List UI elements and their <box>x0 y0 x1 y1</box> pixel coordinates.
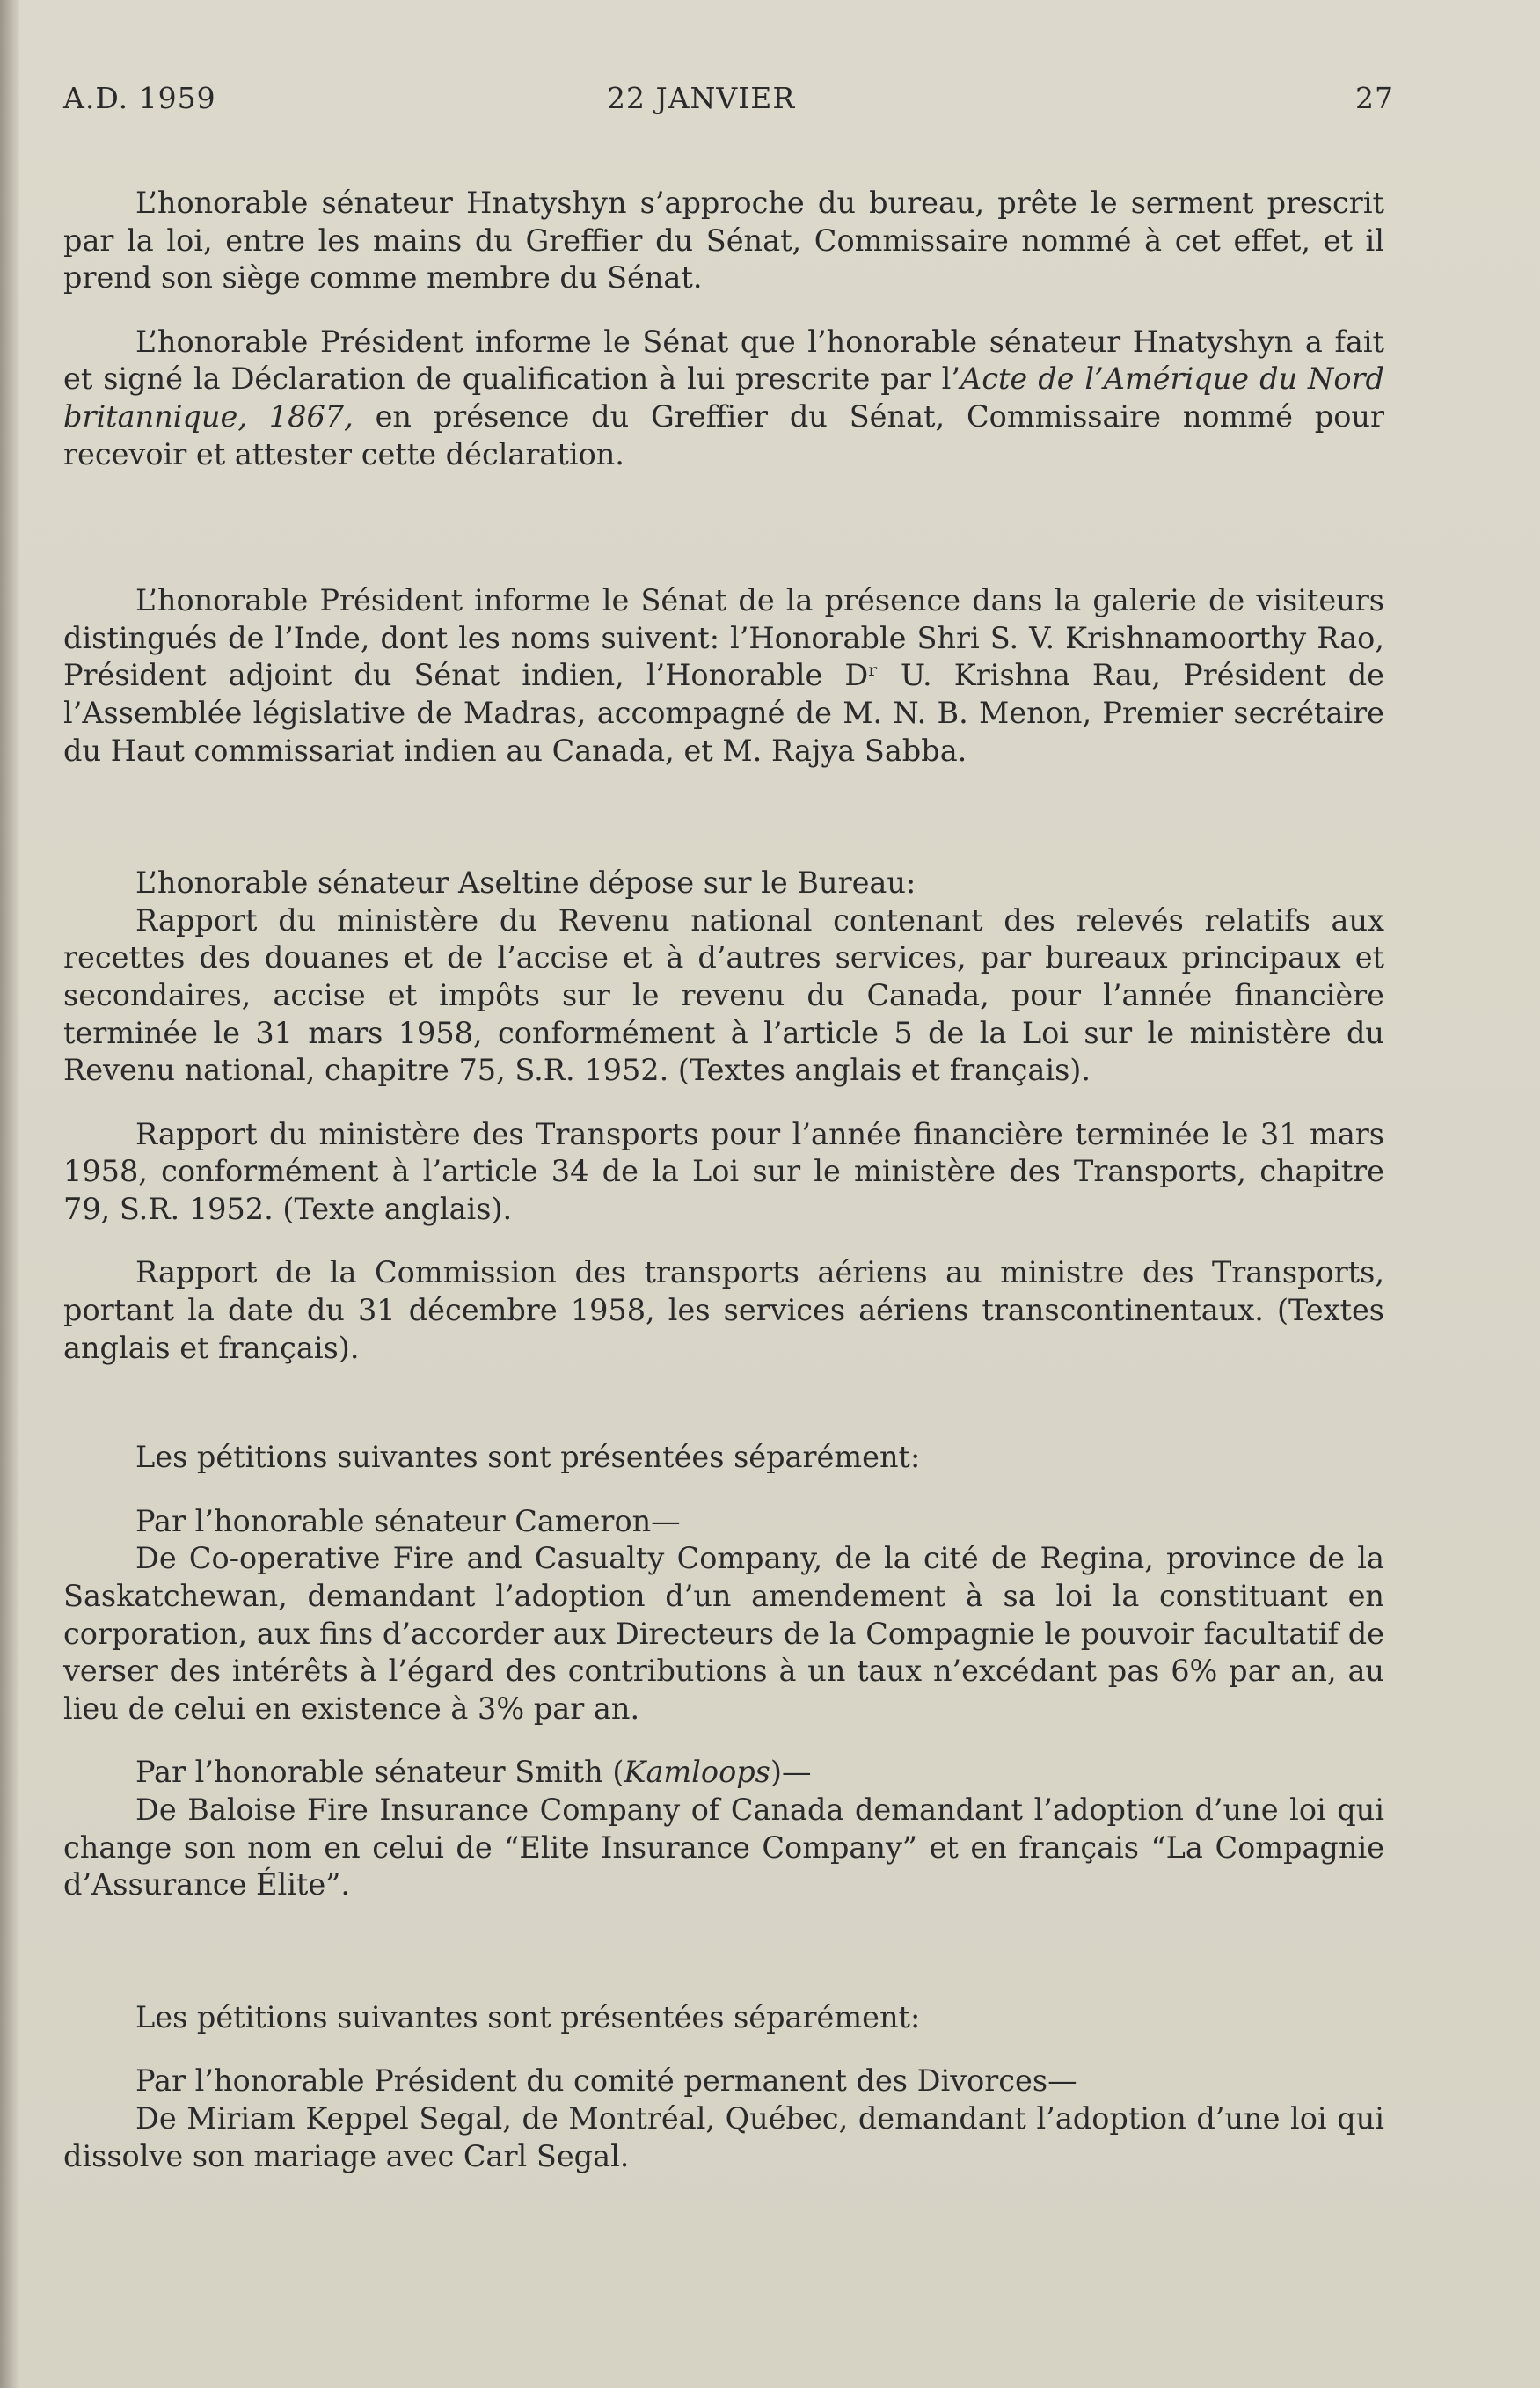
paragraph-petition-by-smith-text-a: Par l’honorable sénateur Smith ( <box>135 1755 624 1790</box>
paragraph-declaration-text-b: en présence du Greffier du Sénat, Commissaire nommé pour recevoir et attester cette déclaration. <box>63 398 1384 471</box>
paragraph-petition-by-smith <box>63 1754 1384 1792</box>
running-header <box>63 81 1394 125</box>
paragraph-visitors: L’honorable Président informe le Sénat de la présence dans la galerie de visiteurs distingués de l’Inde, dont les noms suivent: l’Honorable Shri S. V. Krishnamoorthy Rao, Président adjoint du Sénat indien, l’Honorable Dʳ U. Krishna Rau, Président de l’Assemblée législative de Madras, accompagné de M. N. B. Menon, Premier secrétaire du Haut commissariat indien au Canada, et M. Rajya Sabba. <box>63 583 1384 768</box>
paragraph-petition-baloise: De Baloise Fire Insurance Company of Canada demandant l’adoption d’une loi qui change son nom en celui de “Elite Insurance Company” et en français “La Compagnie d’Assurance Élite”. <box>63 1793 1384 1902</box>
paragraph-petitions-heading-1: Les pétitions suivantes sont présentées séparément: <box>135 1440 921 1475</box>
paragraph-petitions-heading-2: Les pétitions suivantes sont présentées séparément: <box>135 1999 921 2034</box>
act-title: Acte de l’Amérique du Nord britannique, 1867, <box>63 361 1384 434</box>
paragraph-petition-cooperative: De Co-operative Fire and Casualty Company, de la cité de Regina, province de la Saskatchewan, demandant l’adoption d’un amendement à sa loi la constituant en corporation, aux fins d’accorder aux Directeurs de la Compagnie le pouvoir facultatif de verser des intérêts à l’égard des contributions à un taux n’excédant pas 6% par an, au lieu de celui en existence à 3% par an. <box>63 1541 1384 1726</box>
paragraph-oath: L’honorable sénateur Hnatyshyn s’approche du bureau, prête le serment prescrit par la loi, entre les mains du Greffier du Sénat, Commissaire nommé à cet effet, et il prend son siège comme membre du Sénat. <box>63 186 1384 296</box>
header-date: 22 JANVIER <box>607 81 796 115</box>
paragraph-petition-segal: De Miriam Keppel Segal, de Montréal, Québec, demandant l’adoption d’une loi qui dissolve son mariage avec Carl Segal. <box>63 2100 1384 2173</box>
kamloops-italic: Kamloops <box>624 1755 770 1790</box>
paragraph-report-air-transport: Rapport de la Commission des transports aériens au ministre des Transports, portant la date du 31 décembre 1958, les services aériens transcontinentaux. (Textes anglais et français). <box>63 1255 1384 1365</box>
paragraph-report-transports: Rapport du ministère des Transports pour l’année financière terminée le 31 mars 1958, conformément à l’article 34 de la Loi sur le ministère des Transports, chapitre 79, S.R. 1952. (Texte anglais). <box>63 1116 1384 1226</box>
paragraph-declaration-text-a: L’honorable Président informe le Sénat que l’honorable sénateur Hnatyshyn a fait et signé la Déclaration de qualification à lui prescrite par l’ <box>63 324 1384 397</box>
paragraph-report-revenue: Rapport du ministère du Revenu national contenant des relevés relatifs aux recettes des douanes et de l’accise et à d’autres services, par bureaux principaux et secondaires, accise et impôts sur le revenu du Canada, pour l’année financière terminée le 31 mars 1958, conformément à l’article 5 de la Loi sur le ministère du Revenu national, chapitre 75, S.R. 1952. (Textes anglais et français). <box>63 902 1384 1088</box>
paragraph-tabled: L’honorable sénateur Aseltine dépose sur le Bureau: <box>135 865 916 901</box>
paragraph-declaration <box>63 324 1384 473</box>
header-year: A.D. 1959 <box>63 81 216 115</box>
paragraph-petition-by-president: Par l’honorable Président du comité permanent des Divorces— <box>135 2063 1077 2099</box>
page-body <box>63 185 1384 2175</box>
paragraph-petition-by-cameron: Par l’honorable sénateur Cameron— <box>135 1503 681 1538</box>
page-number: 27 <box>1355 81 1394 115</box>
page-binding-edge <box>0 0 19 2388</box>
paragraph-petition-by-smith-text-b: )— <box>770 1755 812 1790</box>
